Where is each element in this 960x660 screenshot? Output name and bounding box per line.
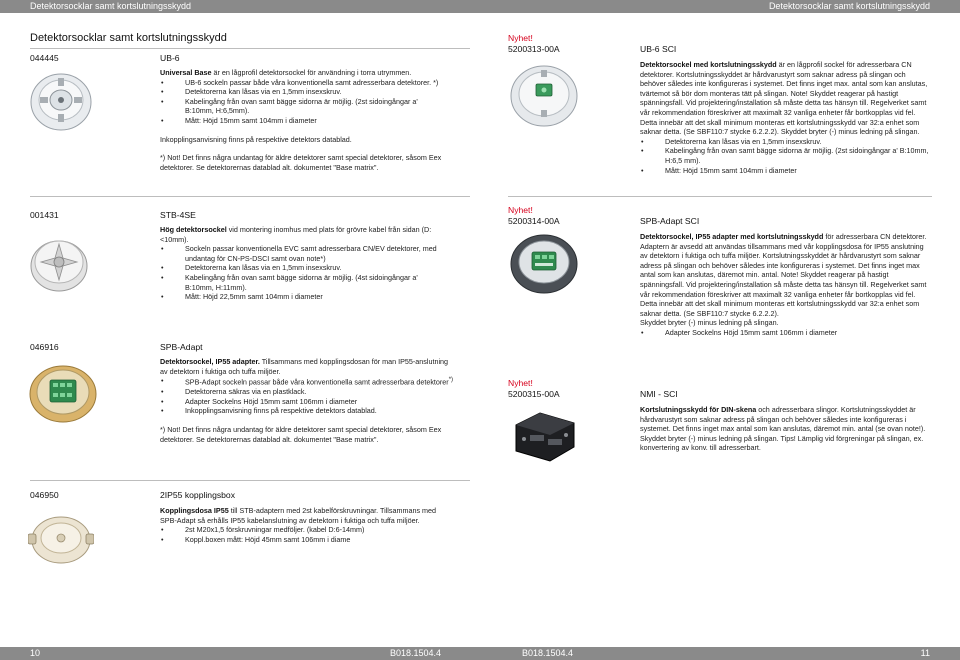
intro-bold: Kortslutningsskydd för DIN-skena (640, 405, 757, 414)
ub6-base-image (28, 68, 94, 134)
intro-text: är en lågprofil sockel för adresserbara CN detektorer. Kortslutningsskyddet är hårdvarustyrt som saknar adress på slingan och behöver således inte konfigureras i systemet. Det finns inget max. antal som kan anslutas, tvärtemot så bör dom monteras tätt på slingan. Note! Skyddet reagerar på hastigt spänningsfall. Vid projektering/installation så måste detta tas hänsyn till. Regelverket samt vår rekommendation föreskriver att maximalt 32 vanliga enheter får bortkopplas vid fel. Detta innebär att det skall minimum monteras ett kortslutningsskydd var 32:a enhet som saknar detta. (Se SBF110:7 stycke 6.2.2.2). Skyddet bryter (-) minus ledning på slingan. (640, 60, 928, 137)
list-item: • Detektorerna kan låsas via en 1,5mm insexskruv. (160, 263, 445, 273)
header-title-right: Detektorsocklar samt kortslutningsskydd (768, 1, 930, 11)
ub6-description (160, 68, 445, 172)
list-item: • Inkopplingsanvisning finns på respektive detektors datablad. (160, 406, 455, 416)
stb4se-description (160, 225, 445, 302)
intro-bold: Kopplingsdosa IP55 (160, 506, 229, 515)
new-badge: Nyhet! (508, 205, 533, 215)
list-item: • 2st M20x1,5 förskruvningar medföljer. (kabel D:6-14mm) (160, 525, 445, 535)
product-code-046916: 046916 (30, 342, 59, 352)
page-number-left: 10 (30, 648, 41, 658)
product-code-001431: 001431 (30, 210, 59, 220)
top-header-bar (0, 0, 960, 13)
kopplingsbox-image (28, 512, 94, 566)
list-item: • Kabelingång från ovan samt bägge sidorna är möjlig. (2st sidoingångar a' B:10mm, H:6,5mm). (160, 97, 445, 116)
list-item: • Kabelingång från ovan samt bägge sidorna är möjlig. (2st sidoingångar a' B:10mm, H:6,5 mm). (640, 146, 932, 165)
intro-bold: Detektorsockel, IP55 adapter med kortslutningsskydd (640, 232, 824, 241)
product-name-ub6: UB-6 (160, 53, 180, 63)
ub6-sci-description (640, 60, 932, 175)
product-code-5200313: 5200313-00A (508, 44, 560, 54)
product-name-stb4se: STB-4SE (160, 210, 196, 220)
intro-bold: Detektorsockel, IP55 adapter. (160, 357, 260, 366)
product-code-044445: 044445 (30, 53, 59, 63)
feature-list (640, 137, 932, 175)
product-name-kopplingsbox: 2IP55 kopplingsbox (160, 490, 236, 500)
footer-bar (0, 647, 960, 660)
page-title: Detektorsocklar samt kortslutningsskydd (30, 32, 227, 44)
feature-list (160, 78, 445, 126)
list-item: • UB-6 sockeln passar både våra konventionella samt adresserbara detektorer. *) (160, 78, 445, 88)
spb-adapt-image (28, 362, 98, 424)
spb-adapt-description (160, 357, 455, 444)
nmi-sci-description (640, 405, 932, 453)
list-item: • Mått: Höjd 22,5mm samt 104mm i diameter (160, 292, 445, 302)
list-item: • Detektorerna kan låsas via en 1,5mm insexskruv. (640, 137, 932, 147)
intro-bold: Universal Base (160, 68, 212, 77)
list-item: • Detektorerna kan låsas via en 1,5mm insexskruv. (160, 87, 445, 97)
intro-text: är en lågprofil detektorsockel för användning i torra utrymmen. (211, 68, 412, 77)
product-name-spb-adapt-sci: SPB-Adapt SCI (640, 216, 700, 226)
intro-text: Tillsammans med kopplingsdosan för man IP55-anslutning av detektorn i fuktiga och tuffa miljöer. (160, 357, 449, 376)
list-item: • Detektorerna säkras via en plastklack. (160, 387, 455, 397)
divider (30, 196, 470, 197)
intro-bold: Detektorsockel med kortslutningsskydd (640, 60, 777, 69)
intro-bold: Hög detektorsockel (160, 225, 227, 234)
intro-text: för adresserbara CN detektorer. Adaptern är avsedd att användas tillsammans med vår kopplingsdosa för IP55 anslutning av detektorn i fuktiga och tuffa miljöer. Kortslutningsskyddet är hårdvarustyrt som saknar adress på slingan och behöver således inte konfigureras i systemet. Det finns inget max antal som kan anslutas, däremot min. antal. Note! Skyddet reagerar på hastigt spänningsfall. Vid projektering/installation så måste detta tas hänsyn till. Regelverket samt vår rekommendation föreskriver att maximalt 32 vanliga enheter får bortkopplas vid fel. Detta innebär att det skall minimum monteras ett kortslutningsskydd var 32:a enhet som saknar detta. (Se SBF110:7 stycke 6.2.2.2). (640, 232, 927, 318)
product-name-nmi-sci: NMI - SCI (640, 389, 678, 399)
footnote-mark: *) (448, 377, 454, 384)
list-item: • SPB-Adapt sockeln passar både våra konventionella samt adresserbara detektorer*) (160, 376, 455, 387)
stb4se-base-image (28, 232, 90, 294)
divider (30, 48, 470, 49)
document-ref-left: B018.1504.4 (390, 648, 442, 658)
document-ref-right: B018.1504.4 (522, 648, 574, 658)
list-item: • Kabelingång från ovan samt bägge sidorna är möjlig. (4st sidoingångar a' B:10mm, H:11mm). (160, 273, 445, 292)
breaker-note: Skyddet bryter (-) minus ledning på slingan. (640, 318, 779, 328)
ub6-sci-image (508, 60, 580, 128)
list-item: • Mått: Höjd 15mm samt 104mm i diameter (640, 166, 932, 176)
intro-text: vid montering inomhus med plats för grövre kabel från sidan (D:<10mm). (160, 225, 432, 244)
exception-note: *) Not! Det finns några undantag för äldre detektorer samt special detektorer, såsom Eex detektorer. Se detektorernas datablad alt. dokumentet "Base matrix". (160, 424, 442, 444)
divider (30, 480, 470, 481)
intro-text: och adresserbara slingor. Kortslutningsskyddet är hårdvarustyrt som saknar adress på slingan och behöver således inte konfigureras i systemet. Det finns inget max antal som kan anslutas, däremot min. antal (se ovan note!). Skyddet bryter (-) minus ledning på slingan. Tips! Lämplig vid förgreningar på slingan, ex. konvertering av konv. till adresserbart. (640, 405, 926, 453)
spb-adapt-sci-image (508, 232, 580, 296)
new-badge: Nyhet! (508, 378, 533, 388)
header-title-left: Detektorsocklar samt kortslutningsskydd (30, 1, 192, 11)
wiring-note: Inkopplingsanvisning finns på respektive detektors datablad. (160, 134, 352, 144)
intro-text: till STB-adaptern med 2st kabelförskruvningar. Tillsammans med SPB-Adapt så erhålls IP55 kabelanslutning av detektorn i fuktiga och tuffa miljöer. (160, 506, 437, 525)
product-code-5200315: 5200315-00A (508, 389, 560, 399)
nmi-sci-module-image (510, 405, 580, 467)
product-name-ub6-sci: UB-6 SCI (640, 44, 677, 54)
list-item: • Adapter Sockelns Höjd 15mm samt 106mm i diameter (160, 397, 455, 407)
list-item: • Koppl.boxen mått: Höjd 45mm samt 106mm i diame (160, 535, 445, 545)
product-name-spb-adapt: SPB-Adapt (160, 342, 203, 352)
exception-note: *) Not! Det finns några undantag för äldre detektorer samt special detektorer, såsom Eex detektorer. Se detektorernas datablad alt. dokumentet "Base matrix". (160, 153, 442, 172)
spb-adapt-sci-description (640, 232, 932, 338)
list-item: • Sockeln passar konventionella EVC samt adresserbara CN/EV detektorer, med undantag för CN-PS-DSCI samt ovan note*) (160, 244, 445, 263)
list-item: • Mått: Höjd 15mm samt 104mm i diameter (160, 116, 445, 126)
feature-list (640, 328, 932, 338)
feature-list (160, 525, 445, 544)
product-code-046950: 046950 (30, 490, 59, 500)
feature-list (160, 376, 455, 416)
kopplingsbox-description (160, 506, 445, 544)
new-badge: Nyhet! (508, 33, 533, 43)
list-item: • Adapter Sockelns Höjd 15mm samt 106mm i diameter (640, 328, 932, 338)
page-number-right: 11 (920, 648, 930, 658)
divider (508, 196, 932, 197)
feature-list (160, 244, 445, 302)
product-code-5200314: 5200314-00A (508, 216, 560, 226)
